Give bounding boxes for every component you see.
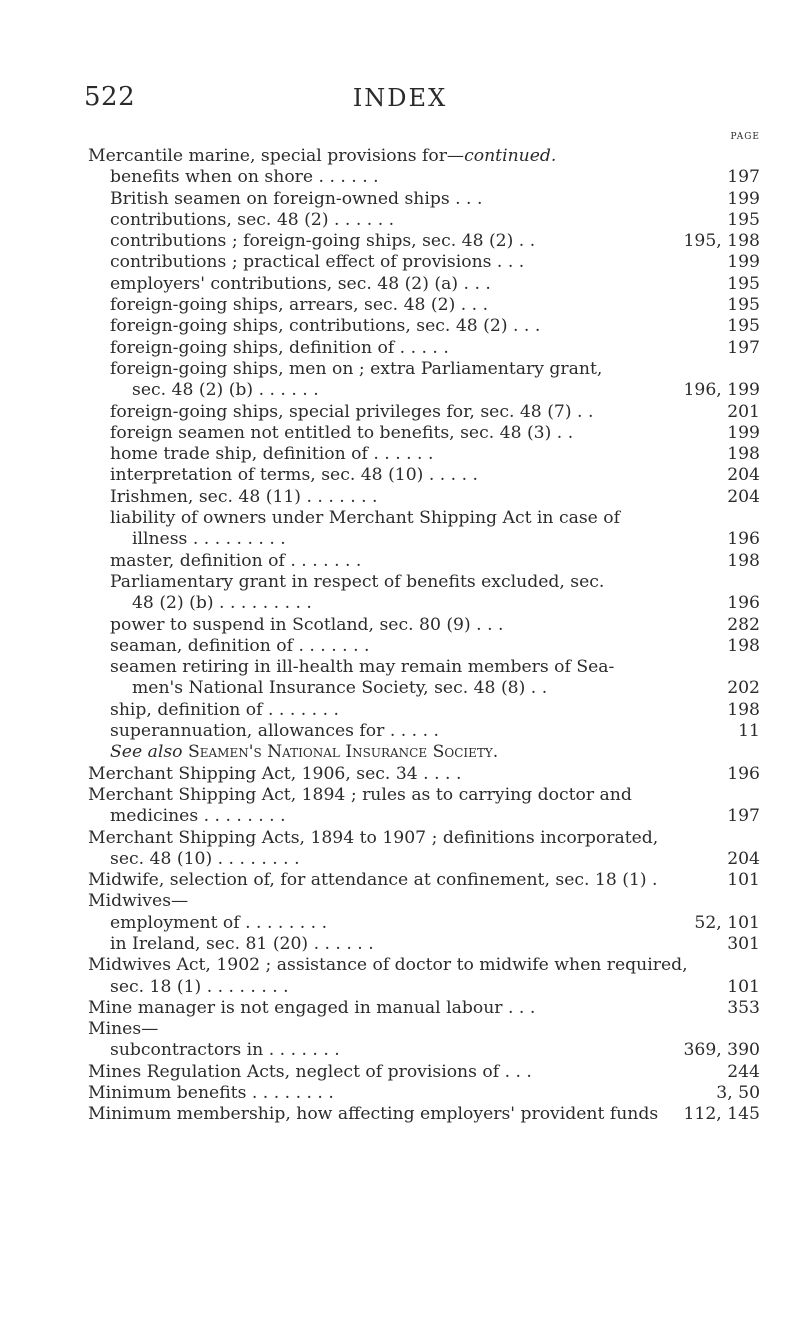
page-number: 522 <box>84 82 136 112</box>
index-heading: Mines Regulation Acts, neglect of provisions of . . . 244 <box>88 1061 760 1082</box>
index-subentry: foreign-going ships, arrears, sec. 48 (2) . . . 195 <box>110 295 760 316</box>
index-subentry: contributions ; practical effect of provisions . . . 199 <box>110 252 760 273</box>
index-heading: Mine manager is not engaged in manual labour . . . 353 <box>88 997 760 1018</box>
index-subentry-line1: Parliamentary grant in respect of benefits excluded, sec. <box>110 571 605 592</box>
index-subentry: British seamen on foreign-owned ships . . . 199 <box>110 188 760 209</box>
index-entries <box>88 146 760 1126</box>
index-heading-line2: sec. 48 (10) . . . . . . . . 204 <box>110 848 760 869</box>
index-heading-line1: Midwives Act, 1902 ; assistance of doctor to midwife when required, <box>88 955 688 976</box>
index-subentry-line2: illness . . . . . . . . . 196 <box>132 529 760 550</box>
index-subentry: foreign-going ships, contributions, sec. 48 (2) . . . 195 <box>110 316 760 337</box>
see-also-reference: See also Seamen's National Insurance Society. <box>110 742 499 763</box>
index-subentry-line2: men's National Insurance Society, sec. 48 (8) . . 202 <box>132 678 760 699</box>
index-subentry: master, definition of . . . . . . . 198 <box>110 550 760 571</box>
index-subentry: in Ireland, sec. 81 (20) . . . . . . 301 <box>110 933 760 954</box>
index-subentry: foreign-going ships, definition of . . . . . 197 <box>110 337 760 358</box>
index-heading-line1: Merchant Shipping Act, 1894 ; rules as to carrying doctor and <box>88 784 632 805</box>
index-subentry-line1: liability of owners under Merchant Shipping Act in case of <box>110 508 621 529</box>
index-subentry: subcontractors in . . . . . . . 369, 390 <box>110 1040 760 1061</box>
index-subentry: employers' contributions, sec. 48 (2) (a) . . . 195 <box>110 273 760 294</box>
index-heading: Mercantile marine, special provisions for—continued. <box>88 146 557 166</box>
index-heading: Midwives— <box>88 891 189 912</box>
index-heading: Minimum membership, how affecting employers' provident funds 112, 145 <box>88 1104 760 1125</box>
index-subentry: foreign seamen not entitled to benefits, sec. 48 (3) . . 199 <box>110 422 760 443</box>
index-heading-line2: medicines . . . . . . . . 197 <box>110 806 760 827</box>
index-subentry: interpretation of terms, sec. 48 (10) . . . . . 204 <box>110 465 760 486</box>
index-subentry-line1: seamen retiring in ill-health may remain members of Sea- <box>110 657 615 678</box>
index-subentry-line2: 48 (2) (b) . . . . . . . . . 196 <box>132 593 760 614</box>
index-subentry-line2: sec. 48 (2) (b) . . . . . . 196, 199 <box>132 380 760 401</box>
index-heading-line1: Merchant Shipping Acts, 1894 to 1907 ; definitions incorporated, <box>88 827 659 848</box>
index-subentry: Irishmen, sec. 48 (11) . . . . . . . 204 <box>110 486 760 507</box>
index-subentry: contributions, sec. 48 (2) . . . . . . 195 <box>110 209 760 230</box>
index-subentry: contributions ; foreign-going ships, sec. 48 (2) . . 195, 198 <box>110 231 760 252</box>
running-head: INDEX <box>352 84 448 112</box>
index-subentry-line1: foreign-going ships, men on ; extra Parliamentary grant, <box>110 358 603 379</box>
index-subentry: ship, definition of . . . . . . . 198 <box>110 699 760 720</box>
index-subentry: foreign-going ships, special privileges for, sec. 48 (7) . . 201 <box>110 401 760 422</box>
index-heading-line2: sec. 18 (1) . . . . . . . . 101 <box>110 976 760 997</box>
index-subentry: power to suspend in Scotland, sec. 80 (9) . . . 282 <box>110 614 760 635</box>
index-heading: Minimum benefits . . . . . . . . 3, 50 <box>88 1083 760 1104</box>
index-heading: Mines— <box>88 1019 159 1040</box>
index-heading: Midwife, selection of, for attendance at confinement, sec. 18 (1) . 101 <box>88 870 760 891</box>
index-heading: Merchant Shipping Act, 1906, sec. 34 . . . . 196 <box>88 763 760 784</box>
index-subentry: home trade ship, definition of . . . . . . 198 <box>110 444 760 465</box>
index-subentry: superannuation, allowances for . . . . . 11 <box>110 721 760 742</box>
index-subentry: employment of . . . . . . . . 52, 101 <box>110 912 760 933</box>
index-subentry: benefits when on shore . . . . . . 197 <box>110 167 760 188</box>
index-subentry: seaman, definition of . . . . . . . 198 <box>110 635 760 656</box>
